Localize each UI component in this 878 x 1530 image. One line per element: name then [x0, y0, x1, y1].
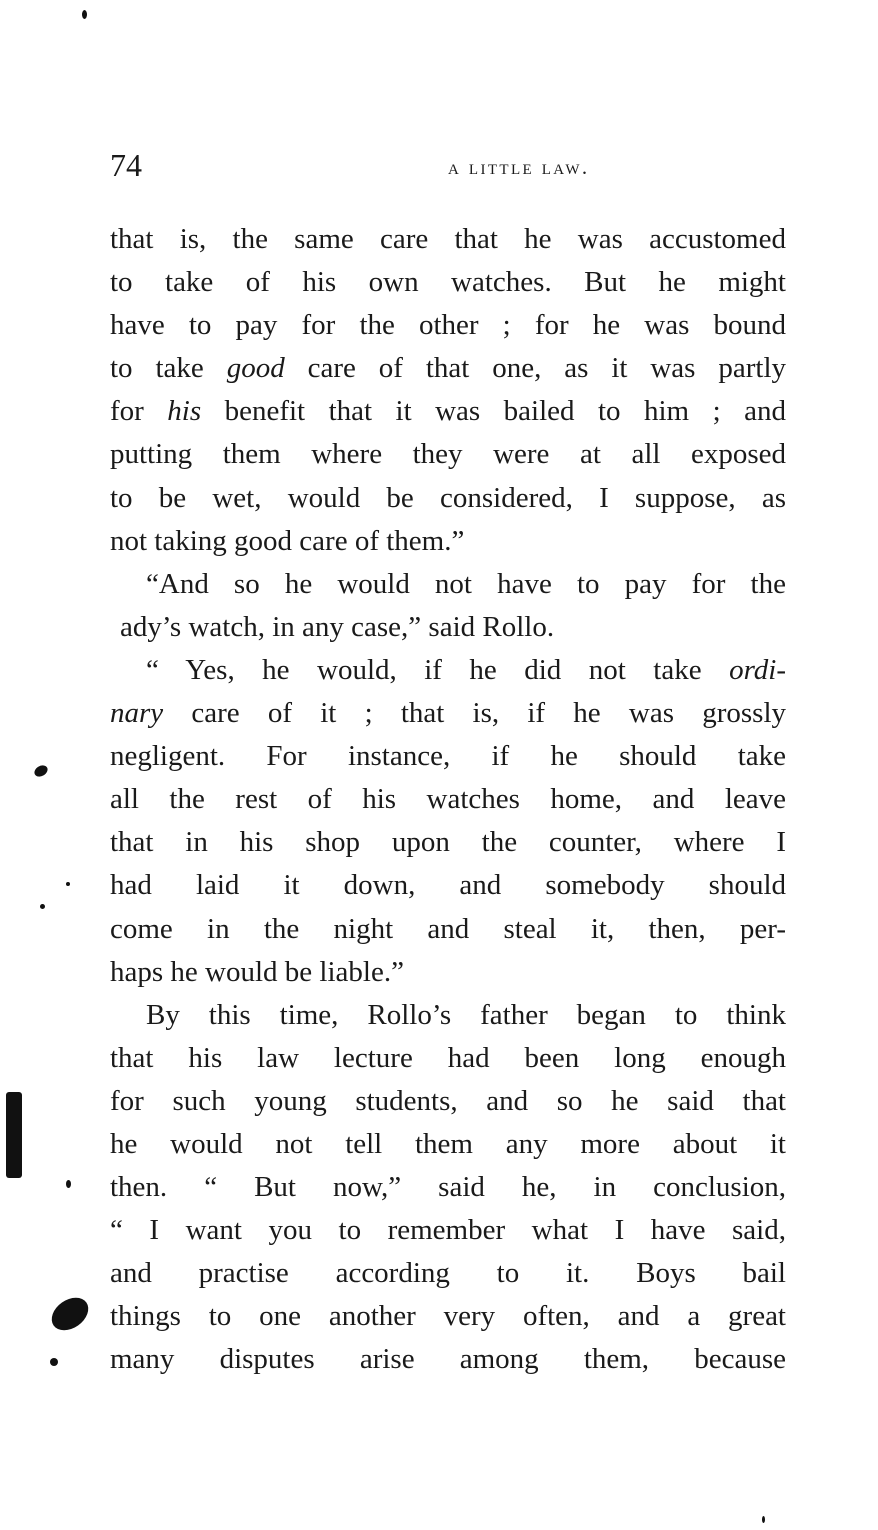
ink-speck [66, 882, 70, 886]
text-line [110, 520, 786, 563]
text-line [110, 390, 786, 433]
italic-word: his [167, 395, 202, 428]
text-line [110, 951, 786, 994]
text-line [110, 1295, 786, 1338]
text-run: “ I want you to remember what I have said, [110, 1214, 786, 1247]
text-run: come in the night and steal it, then, per- [110, 912, 786, 945]
text-run: “ Yes, he would, if he did not take [146, 653, 730, 686]
text-run: “And so he would not have to pay for the [146, 567, 786, 600]
text-run: all the rest of his watches home, and leave [110, 783, 786, 816]
text-run: for [110, 395, 168, 428]
text-line [110, 1166, 786, 1209]
text-line [110, 821, 786, 864]
ink-speck [32, 763, 49, 779]
text-run: that his law lecture had been long enough [110, 1041, 786, 1074]
text-run: not taking good care of them.” [110, 524, 465, 557]
ink-speck [762, 1516, 765, 1523]
italic-word: ordi- [729, 653, 786, 686]
text-line [110, 477, 786, 520]
text-line [110, 864, 786, 907]
text-run: care of that one, as it was partly [284, 352, 787, 385]
text-run: negligent. For instance, if he should take [110, 740, 786, 773]
text-line [110, 1252, 786, 1295]
text-run: By this time, Rollo’s father began to think [146, 998, 786, 1031]
text-line [110, 1209, 786, 1252]
text-line [110, 692, 786, 735]
text-line [110, 261, 786, 304]
ink-speck [82, 10, 87, 19]
text-line [110, 1080, 786, 1123]
text-run: and practise according to it. Boys bail [110, 1257, 786, 1290]
text-line [110, 433, 786, 476]
ink-speck [66, 1180, 71, 1188]
text-run: he would not tell them any more about it [110, 1127, 786, 1160]
text-line [110, 1037, 786, 1080]
text-line [110, 304, 786, 347]
ink-speck [50, 1358, 58, 1366]
text-line [110, 908, 786, 951]
ink-speck [6, 1092, 22, 1178]
text-run: then. “ But now,” said he, in conclusion, [110, 1171, 786, 1204]
italic-word: good [226, 352, 285, 385]
text-line [110, 606, 786, 649]
page-header [110, 140, 790, 190]
running-head: a little law. [448, 155, 590, 179]
text-line [110, 735, 786, 778]
text-run: ady’s watch, in any case,” said Rollo. [120, 610, 555, 643]
text-run: many disputes arise among them, because [110, 1343, 786, 1376]
text-run: that is, the same care that he was accustomed [110, 223, 786, 255]
text-line [110, 218, 786, 261]
text-run: haps he would be liable.” [110, 955, 404, 988]
text-line [110, 778, 786, 821]
ink-speck [40, 904, 45, 909]
text-run: to take of his own watches. But he might [110, 266, 786, 299]
text-run: to be wet, would be considered, I suppose, as [110, 481, 786, 514]
text-run: have to pay for the other ; for he was bound [110, 309, 786, 342]
body-text [110, 218, 786, 1382]
italic-word: nary [110, 697, 164, 730]
text-line [110, 994, 786, 1037]
text-line [110, 1338, 786, 1381]
text-run: to take [110, 352, 227, 385]
text-line [110, 563, 786, 606]
page-number: 74 [110, 147, 142, 183]
text-run: for such young students, and so he said that [110, 1084, 786, 1117]
text-run: things to one another very often, and a great [110, 1300, 786, 1333]
text-run: had laid it down, and somebody should [110, 869, 786, 902]
text-line [110, 1123, 786, 1166]
text-line [110, 347, 786, 390]
ink-speck [46, 1291, 95, 1337]
text-run: care of it ; that is, if he was grossly [163, 697, 786, 730]
text-run: that in his shop upon the counter, where I [110, 826, 786, 859]
text-run: putting them where they were at all exposed [110, 438, 786, 471]
text-line [110, 649, 786, 692]
text-run: benefit that it was bailed to him ; and [201, 395, 786, 428]
